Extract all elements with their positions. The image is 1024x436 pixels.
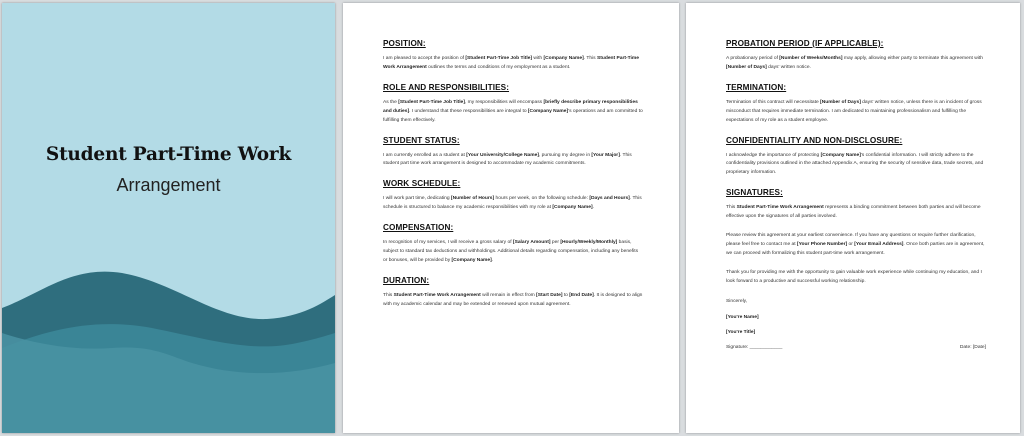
section-heading: CONFIDENTIALITY AND NON-DISCLOSURE: [726, 135, 903, 145]
signature-row [726, 345, 986, 350]
section-paragraph: Thank you for providing me with the opportunity to gain valuable work experience while continuing my education, and I look forward to a productive and successful working relationship. [726, 269, 982, 284]
section-paragraph: This Student Part-Time Work Arrangement will remain in effect from [Start Date] to [End Date]. It is designed to align with my academic calendar and may be extended or renewed upon mutual agreement. [383, 292, 643, 307]
name-placeholder: [You're Name] [726, 314, 759, 320]
section-paragraph: As the [Student Part-Time Job Title], my responsibilities will encompass [briefly describe primary responsibilities and duties]. I understand that these responsibilities are integral to [Company Name]'s operations and am committed to fulfilling them effectively. [383, 99, 643, 123]
section-paragraph: I acknowledge the importance of protecting [Company Name]'s confidential information. I will strictly adhere to the confidentiality provisions outlined in the attached Appendix A, ensuring the security of sensitive data, trade secrets, and proprietary information. [726, 152, 984, 176]
section-paragraph: Please review this agreement at your earliest convenience. If you have any questions or require further clarification, please feel free to contact me at [Your Phone Number] or [Your Email Address]. Once both parties are in agreement, we can proceed with formalizing this student part-time work arrangement. [726, 233, 985, 256]
document-page-2 [343, 3, 679, 433]
section-paragraph: Termination of this contract will necessitate [Number of Days] days' written notice, unless there is an incident of gross misconduct that requires immediate termination. I am dedicated to maintaining professionalism and fulfilling the expectations of my role as a student employee. [726, 99, 982, 123]
closing-text: Sincerely, [726, 298, 748, 304]
section-paragraph: I am pleased to accept the position of [Student Part-Time Job Title] with [Company Name]. This Student Part-Time Work Arrangement outlines the terms and conditions of my employment as a student. [383, 56, 639, 70]
cover-page [2, 3, 335, 433]
section-paragraph: I am currently enrolled as a student at [Your University/College Name], pursuing my degree in [Your Major]. This student part time work arrangement is designed to accommodate my academic commitments. [383, 152, 632, 167]
section-paragraph: I will work part time, dedicating [Number of Hours] hours per week, on the following schedule: [Days and Hours]. This schedule is structured to balance my academic responsibilities with my role at [Company Name]. [383, 196, 642, 211]
section-heading: DURATION: [383, 275, 430, 285]
cover-subtitle: Arrangement [116, 175, 221, 195]
document-page-3 [686, 3, 1020, 433]
section-paragraph: A probationary period of [Number of Weeks/Months] may apply, allowing either party to terminate this agreement with [Number of Days] days' written notice. [726, 56, 983, 70]
page-3-content [726, 39, 986, 350]
section-heading: STUDENT STATUS: [383, 135, 460, 145]
page-2-content [383, 39, 643, 320]
cover-title: Student Part-Time Work [45, 144, 292, 165]
section-heading: ROLE AND RESPONSIBILITIES: [383, 82, 510, 92]
section-heading: WORK SCHEDULE: [383, 179, 461, 189]
title-placeholder: [You're Title] [726, 329, 756, 335]
date-label: Date: [Date] [959, 344, 986, 350]
section-heading: COMPENSATION: [383, 223, 454, 233]
section-heading: POSITION: [383, 39, 426, 48]
section-heading: TERMINATION: [726, 82, 787, 92]
signature-label: Signature: ____________ [726, 344, 783, 350]
section-paragraph: This Student Part-Time Work Arrangement represents a binding commitment between both parties and will become effective upon the signatures of all parties involved. [726, 205, 981, 220]
section-heading: SIGNATURES: [726, 188, 783, 198]
page-3-sections [726, 39, 986, 287]
section-paragraph: In recognition of my services, I will receive a gross salary of [Salary Amount] per [Hourly/Weekly/Monthly] basis, subject to standard tax deductions and withholdings. Additional details regarding compensation, including any benefits or bonuses, will be provided by [Company Name]. [383, 240, 639, 263]
cover-wave-graphic [2, 3, 335, 433]
section-heading: PROBATION PERIOD (IF APPLICABLE): [726, 39, 884, 48]
